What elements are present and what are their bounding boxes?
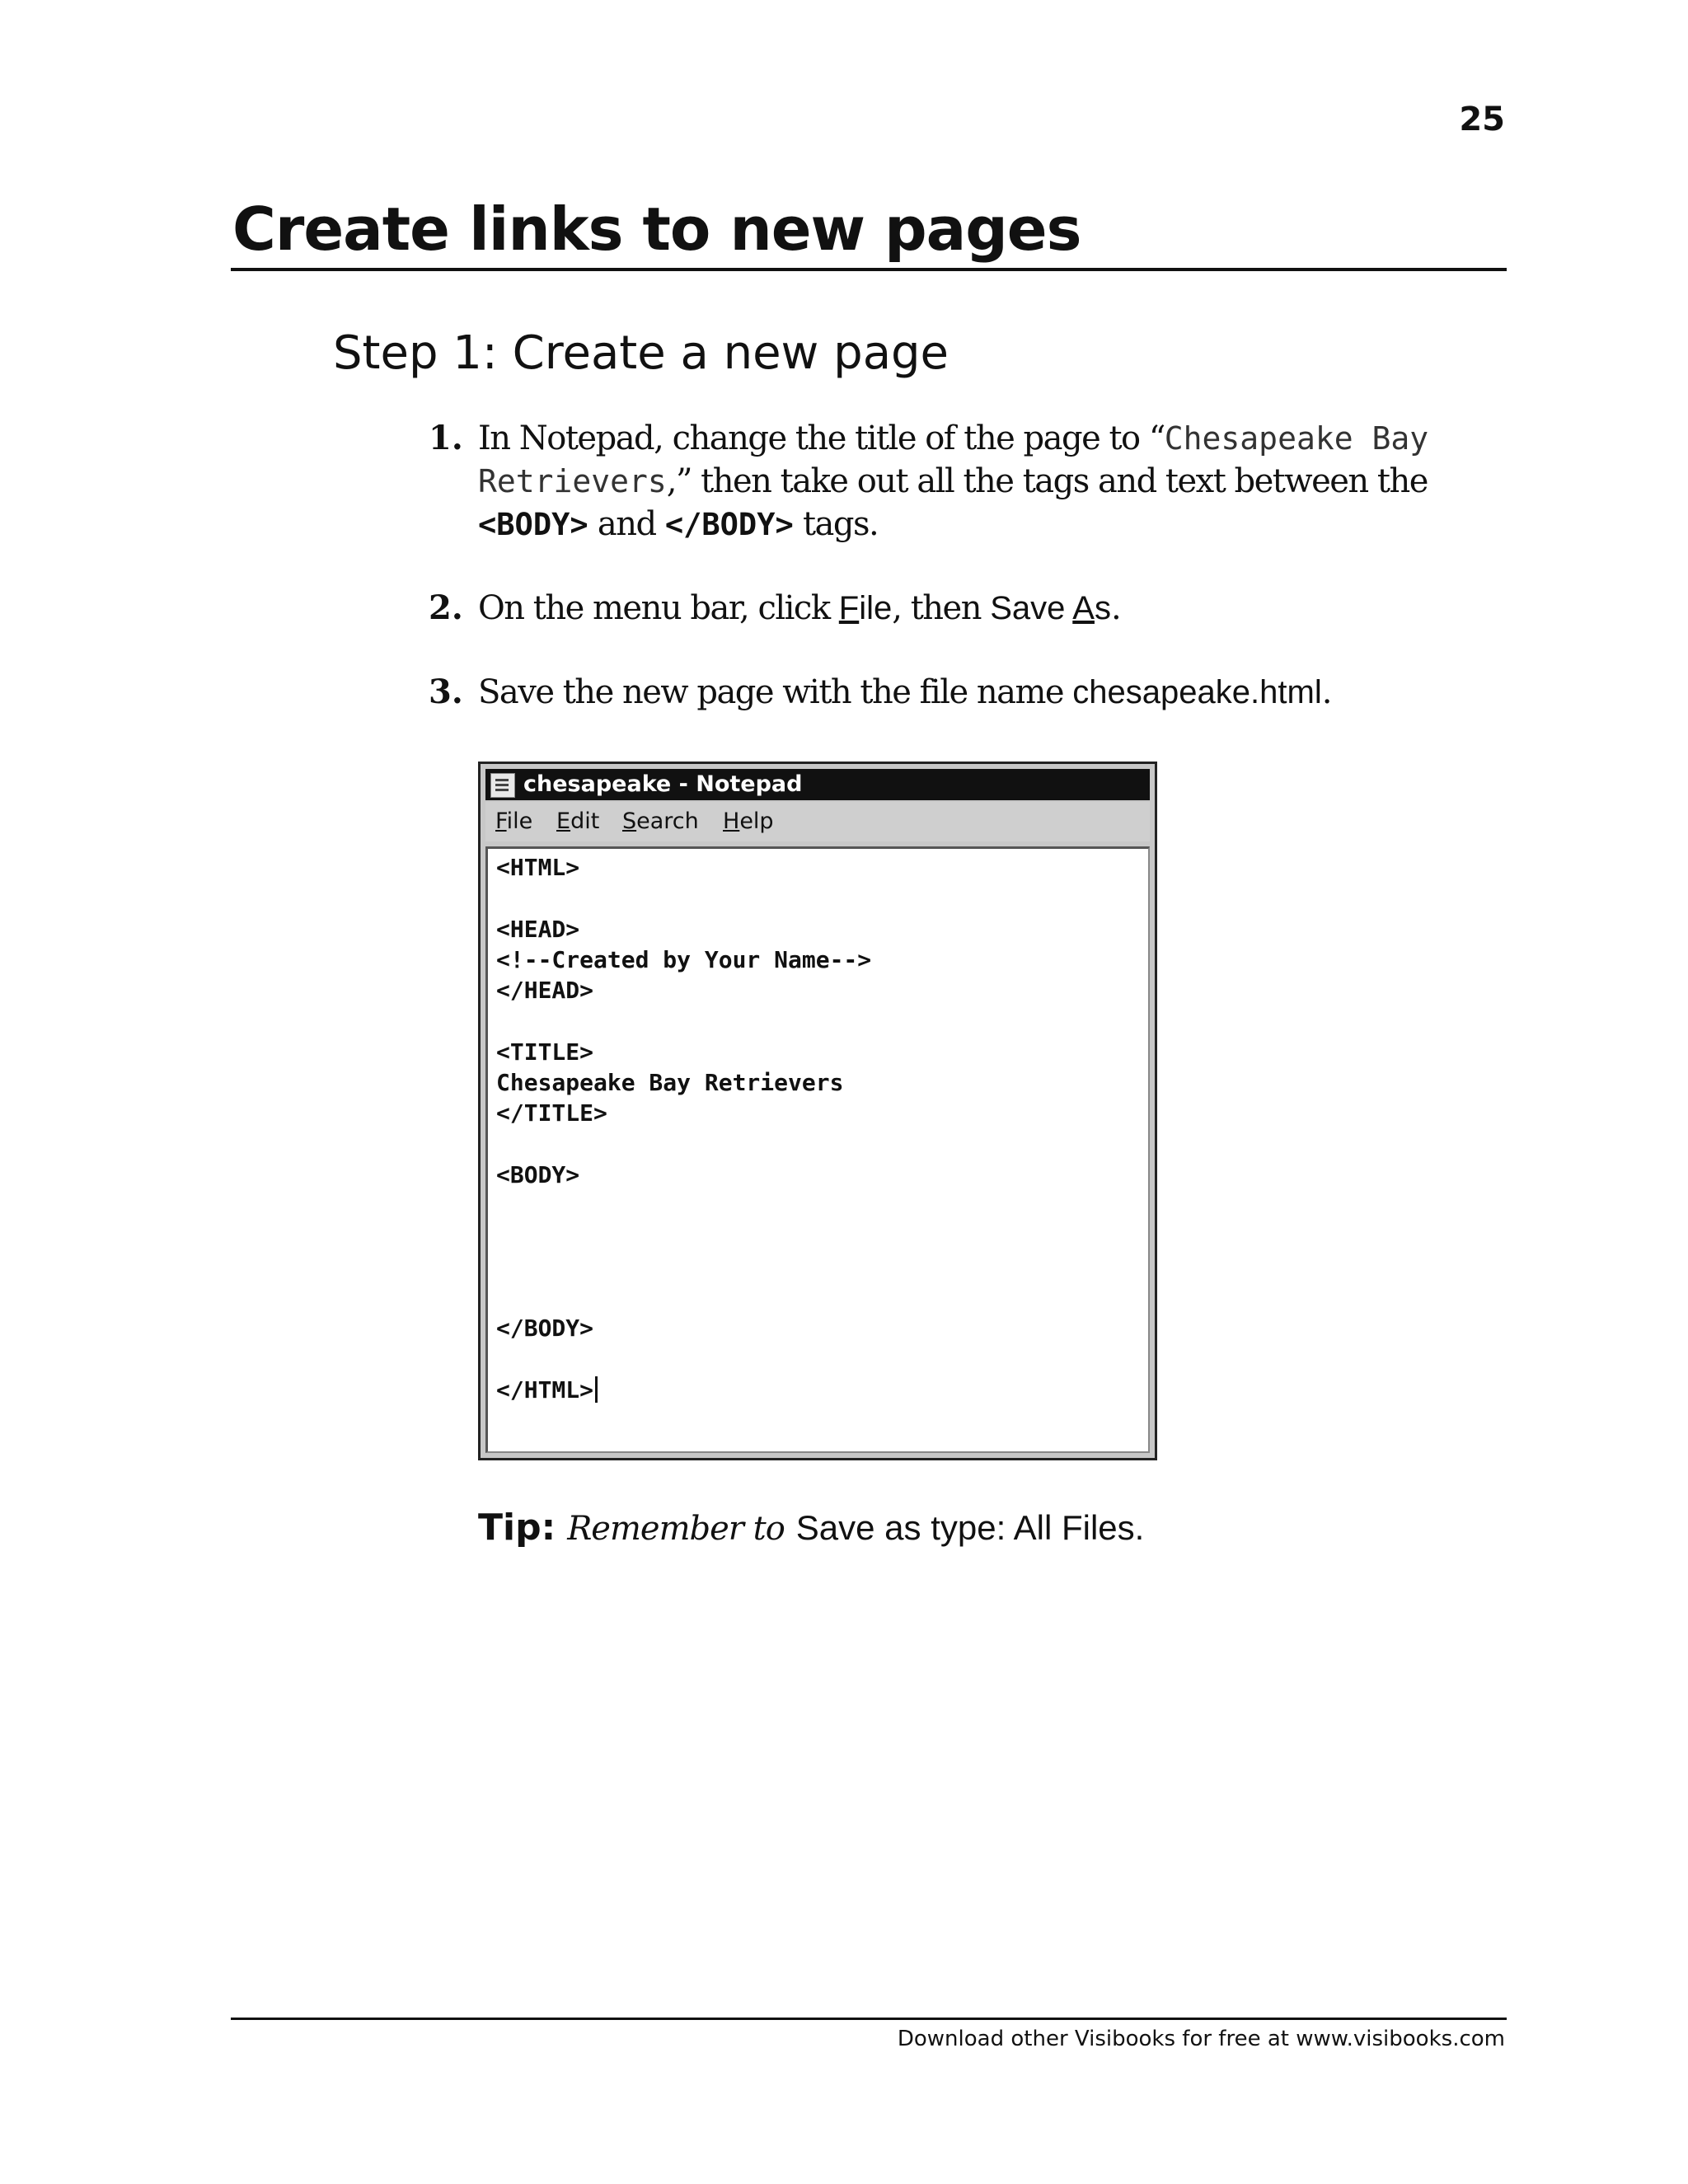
notepad-window-title: chesapeake - Notepad [523, 771, 803, 797]
code-body-open: <BODY> [478, 507, 588, 542]
footer-text: Download other Visibooks for free at www.visibooks.com [897, 2027, 1505, 2051]
chapter-title: Create links to new pages [232, 194, 1081, 264]
tip-text: Remember to [567, 1510, 785, 1548]
step-text: . [1321, 673, 1331, 711]
menu-help[interactable]: Help [723, 808, 774, 834]
step-number: 2. [429, 588, 463, 627]
step-heading: Step 1: Create a new page [333, 326, 950, 380]
footer-rule [231, 2018, 1507, 2020]
text-cursor [595, 1376, 598, 1403]
step-number: 1. [429, 419, 463, 457]
notepad-menubar [485, 802, 1150, 841]
code-body-close: </BODY> [664, 507, 794, 542]
tip [478, 1505, 1144, 1552]
menu-edit[interactable]: Edit [556, 808, 600, 834]
tip-ui-text: Save as type: All Files [795, 1508, 1135, 1547]
instruction-step-3 [429, 671, 1451, 714]
menu-file-label: File [838, 590, 893, 626]
notepad-window [478, 762, 1157, 1460]
page-number: 25 [1459, 101, 1505, 138]
menu-search[interactable]: Search [622, 808, 699, 834]
menu-file[interactable]: File [495, 808, 533, 834]
notepad-icon [490, 773, 515, 798]
step-text: Save the new page with the file name [478, 673, 1073, 711]
tip-end: . [1134, 1508, 1145, 1547]
menu-save-as-label: Save As [990, 590, 1111, 626]
step-text: In Notepad, change the title of the page to “ [478, 419, 1165, 457]
step-text: tags. [793, 505, 879, 543]
title-rule [231, 268, 1507, 271]
step-text: On the menu bar, click [478, 589, 839, 627]
notepad-text-area[interactable] [485, 846, 1150, 1453]
instruction-step-1 [429, 417, 1451, 546]
notepad-content: <HTML> <HEAD> <!--Created by Your Name--> </HEAD> <TITLE> Chesapeake Bay Retrievers </TITLE> <BODY> </BODY> </HTML> [496, 854, 872, 1404]
filename: chesapeake.html [1072, 674, 1322, 710]
step-text: . [1110, 589, 1121, 627]
step-text: ,” then take out all the tags and text between the [666, 462, 1428, 500]
instruction-step-2 [429, 587, 1451, 630]
notepad-titlebar[interactable] [485, 769, 1150, 800]
step-number: 3. [429, 673, 463, 711]
tip-label: Tip: [478, 1507, 556, 1549]
instruction-list [429, 417, 1451, 714]
step-text: , then [892, 589, 991, 627]
step-text: and [588, 505, 665, 543]
code-title: Chesapeake Bay Retrievers [478, 420, 1429, 499]
